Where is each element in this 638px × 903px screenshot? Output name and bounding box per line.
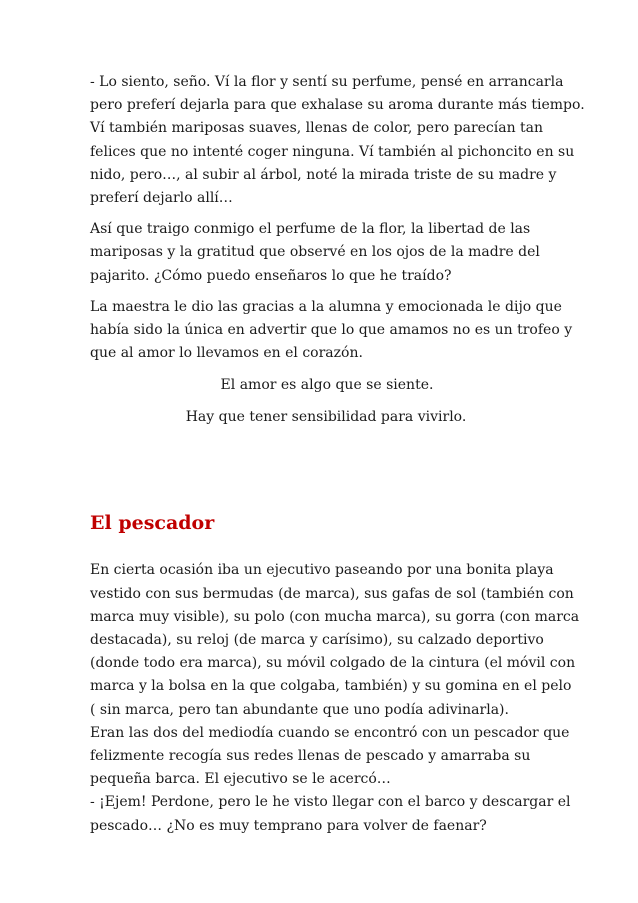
text-line: - ¡Ejem! Perdone, pero le he visto llegar con el barco y descargar el <box>90 794 571 811</box>
text-line: ( sin marca, pero tan abundante que uno podía adivinarla). <box>90 701 509 718</box>
paragraph-apology <box>90 71 585 210</box>
paragraph-teacher <box>90 296 573 366</box>
document-page <box>90 71 585 838</box>
section-heading: El pescador <box>90 512 215 535</box>
text-line: felices que no intenté coger ninguna. Ví también al pichoncito en su <box>90 143 575 160</box>
text-line: pescado… ¿No es muy temprano para volver de faenar? <box>90 817 487 834</box>
text-line: pajarito. ¿Cómo puedo enseñaros lo que he traído? <box>90 267 452 284</box>
text-line: marca muy visible), su polo (con mucha marca), su gorra (con marca <box>90 608 580 625</box>
text-line: Eran las dos del mediodía cuando se encontró con un pescador que <box>90 724 570 741</box>
text-line: - Lo siento, seño. Ví la flor y sentí su perfume, pensé en arrancarla <box>90 74 564 90</box>
paragraph-gifts <box>90 218 560 288</box>
text-line: Así que traigo conmigo el perfume de la flor, la libertad de las <box>90 221 531 238</box>
text-line: felizmente recogía sus redes llenas de pescado y amarraba su <box>90 748 531 765</box>
moral-line-1: El amor es algo que se siente. <box>220 377 434 394</box>
text-line: pequeña barca. El ejecutivo se le acercó… <box>90 771 391 788</box>
text-line: había sido la única en advertir que lo que amamos no es un trofeo y <box>90 322 573 339</box>
text-line: destacada), su reloj (de marca y carísimo), su calzado deportivo <box>90 632 544 649</box>
text-line: marca y la bolsa en la que colgaba, también) y su gomina en el pelo <box>90 678 572 695</box>
text-line: En cierta ocasión iba un ejecutivo paseando por una bonita playa <box>90 562 554 579</box>
text-line: Ví también mariposas suaves, llenas de color, pero parecían tan <box>90 120 544 137</box>
text-line: La maestra le dio las gracias a la alumna y emocionada le dijo que <box>90 298 562 315</box>
text-line: mariposas y la gratitud que observé en los ojos de la madre del <box>90 244 540 261</box>
text-line: (donde todo era marca), su móvil colgado de la cintura (el móvil con <box>90 655 576 672</box>
text-line: pero preferí dejarla para que exhalase su aroma durante más tiempo. <box>90 97 585 114</box>
text-line: nido, pero…, al subir al árbol, noté la mirada triste de su madre y <box>90 166 557 183</box>
moral-line-2: Hay que tener sensibilidad para vivirlo. <box>185 409 467 426</box>
text-line: preferí dejarlo allí… <box>90 190 233 207</box>
text-line: que al amor lo llevamos en el corazón. <box>90 345 363 362</box>
text-line: vestido con sus bermudas (de marca), sus gafas de sol (también con <box>90 585 574 602</box>
paragraph-story <box>90 559 580 837</box>
